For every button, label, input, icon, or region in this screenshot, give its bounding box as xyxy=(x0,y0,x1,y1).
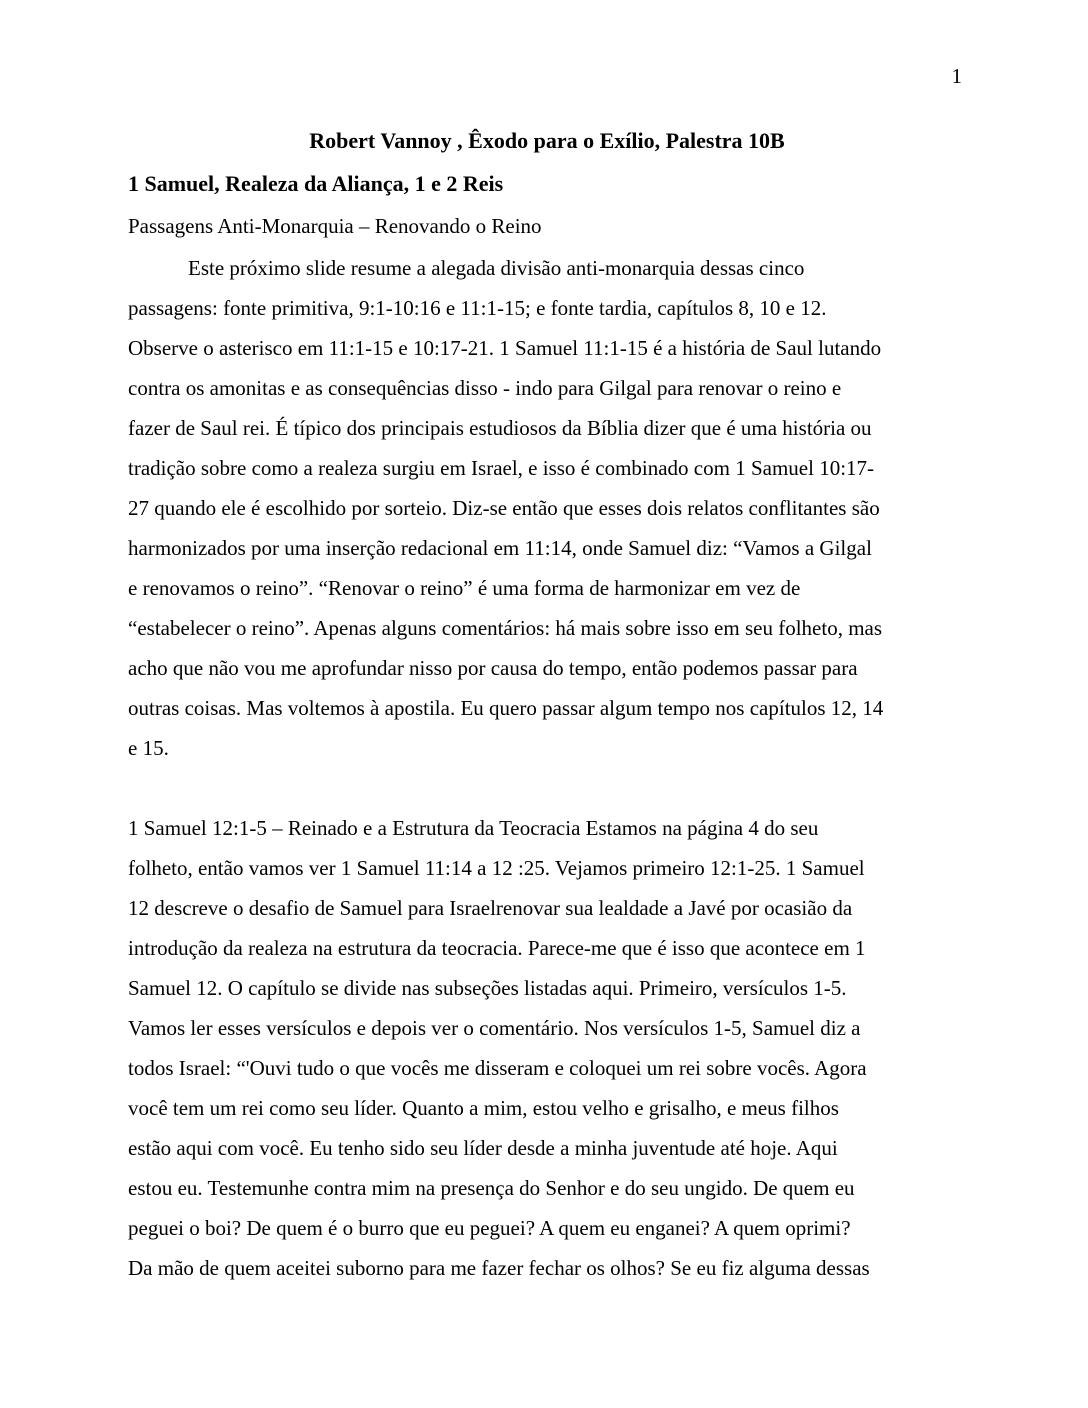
paragraph-2 xyxy=(128,808,958,1288)
section-heading: 1 Samuel, Realeza da Aliança, 1 e 2 Reis xyxy=(128,171,504,196)
paragraph-line: peguei o boi? De quem é o burro que eu peguei? A quem eu enganei? A quem oprimi? xyxy=(128,1216,851,1240)
document-title: Robert Vannoy , Êxodo para o Exílio, Palestra 10B xyxy=(309,128,785,153)
paragraph-line: Vamos ler esses versículos e depois ver o comentário. Nos versículos 1-5, Samuel diz a xyxy=(128,1016,861,1040)
paragraph-line: 1 Samuel 12:1-5 – Reinado e a Estrutura da Teocracia Estamos na página 4 do seu xyxy=(128,816,819,840)
paragraph-line: Samuel 12. O capítulo se divide nas subseções listadas aqui. Primeiro, versículos 1-5. xyxy=(128,976,847,1000)
paragraph-line: fazer de Saul rei. É típico dos principais estudiosos da Bíblia dizer que é uma história ou xyxy=(128,416,872,440)
paragraph-1 xyxy=(128,248,958,768)
paragraph-line: todos Israel: “'Ouvi tudo o que vocês me disseram e coloquei um rei sobre vocês. Agora xyxy=(128,1056,867,1080)
paragraph-line: e renovamos o reino”. “Renovar o reino” é uma forma de harmonizar em vez de xyxy=(128,576,801,600)
page-number: 1 xyxy=(951,64,962,88)
paragraph-line: passagens: fonte primitiva, 9:1-10:16 e 11:1-15; e fonte tardia, capítulos 8, 10 e 12. xyxy=(128,296,827,320)
paragraph-line: Este próximo slide resume a alegada divisão anti-monarquia dessas cinco xyxy=(188,256,805,280)
paragraph-line: Observe o asterisco em 11:1-15 e 10:17-21. 1 Samuel 11:1-15 é a história de Saul lutando xyxy=(128,336,882,360)
paragraph-line: folheto, então vamos ver 1 Samuel 11:14 a 12 :25. Vejamos primeiro 12:1-25. 1 Samuel xyxy=(128,856,865,880)
paragraph-line: outras coisas. Mas voltemos à apostila. Eu quero passar algum tempo nos capítulos 12, 14 xyxy=(128,696,884,720)
paragraph-line: harmonizados por uma inserção redacional em 11:14, onde Samuel diz: “Vamos a Gilgal xyxy=(128,536,872,560)
paragraph-line: você tem um rei como seu líder. Quanto a mim, estou velho e grisalho, e meus filhos xyxy=(128,1096,839,1120)
paragraph-line: acho que não vou me aprofundar nisso por causa do tempo, então podemos passar para xyxy=(128,656,858,680)
paragraph-line: “estabelecer o reino”. Apenas alguns comentários: há mais sobre isso em seu folheto, mas xyxy=(128,616,883,640)
paragraph-line: introdução da realeza na estrutura da teocracia. Parece-me que é isso que acontece em 1 xyxy=(128,936,866,960)
section-subtitle: Passagens Anti-Monarquia – Renovando o Reino xyxy=(128,214,542,238)
paragraph-line: Da mão de quem aceitei suborno para me fazer fechar os olhos? Se eu fiz alguma dessas xyxy=(128,1256,870,1280)
paragraph-line: estão aqui com você. Eu tenho sido seu líder desde a minha juventude até hoje. Aqui xyxy=(128,1136,838,1160)
paragraph-line: 12 descreve o desafio de Samuel para Israelrenovar sua lealdade a Javé por ocasião da xyxy=(128,896,853,920)
paragraph-line: estou eu. Testemunhe contra mim na presença do Senhor e do seu ungido. De quem eu xyxy=(128,1176,855,1200)
paragraph-line: e 15. xyxy=(128,736,169,760)
paragraph-line: contra os amonitas e as consequências disso - indo para Gilgal para renovar o reino e xyxy=(128,376,842,400)
paragraph-line: tradição sobre como a realeza surgiu em Israel, e isso é combinado com 1 Samuel 10:17- xyxy=(128,456,875,480)
paragraph-line: 27 quando ele é escolhido por sorteio. Diz-se então que esses dois relatos conflitantes são xyxy=(128,496,880,520)
